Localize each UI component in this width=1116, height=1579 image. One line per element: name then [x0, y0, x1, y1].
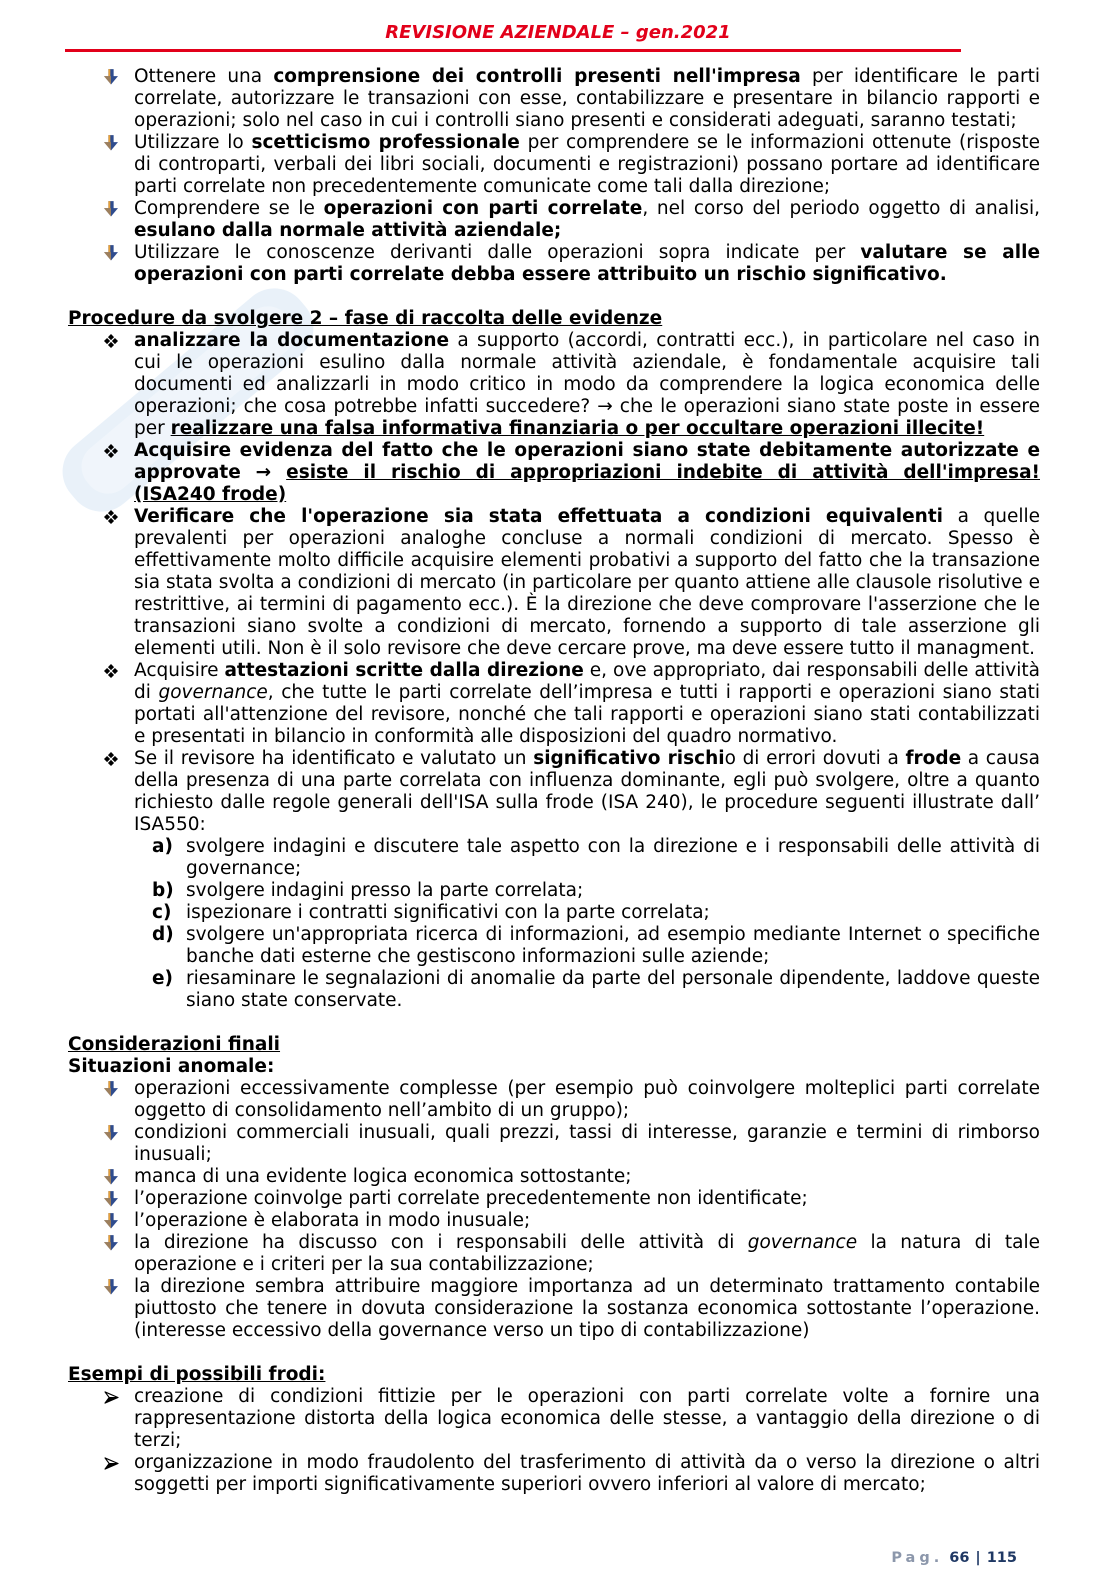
bold-text-run: analizzare la documentazione — [134, 330, 450, 351]
step-marker: e) — [152, 968, 174, 989]
bold-text-run: frode — [905, 748, 962, 769]
page-content — [68, 66, 1040, 1496]
procedure-list — [68, 330, 1040, 1012]
objectives-list — [68, 66, 1040, 286]
text-run: creazione di condizioni fittizie per le operazioni con parti correlate volte a fornire una rappresentazione distorta della logica economica delle stesse, a vantaggio della direzione o di terzi; — [134, 1386, 1040, 1451]
diamond-bullet-icon — [104, 664, 118, 678]
down-arrow-icon — [104, 1125, 118, 1141]
list-item — [134, 440, 1040, 506]
down-arrow-icon — [104, 1213, 118, 1229]
step-marker: a) — [152, 836, 173, 857]
down-arrow-icon — [104, 1169, 118, 1185]
text-run: operazioni eccessivamente complesse (per esempio può coinvolgere molteplici parti correlate oggetto di consolidamento nell’ambito di un gruppo); — [134, 1078, 1040, 1121]
text-run: la natura di tale operazione e i criteri per la sua contabilizzazione; — [134, 1232, 1040, 1275]
down-arrow-icon — [104, 69, 118, 85]
step-item — [152, 902, 1040, 924]
step-item — [152, 836, 1040, 880]
document-header-title: REVISIONE AZIENDALE – gen.2021 — [385, 22, 731, 43]
bold-text-run: comprensione dei controlli presenti nell'impresa — [273, 66, 801, 87]
list-item — [134, 660, 1040, 748]
bold-text-run: esulano dalla normale attività aziendale; — [134, 220, 562, 241]
header-divider — [65, 49, 961, 52]
anomalous-situations-subheading: Situazioni anomale: — [68, 1056, 275, 1077]
page-label: Pag. — [891, 1550, 944, 1566]
text-run: o di errori dovuti a — [724, 748, 906, 769]
page-separator: | — [975, 1550, 981, 1566]
bold-text-run: Acquisire evidenza del fatto che le operazioni siano state debitamente autorizzate e approvate → — [134, 440, 1040, 483]
bold-underlined-text-run: esiste il rischio di appropriazioni indebite di attività dell'impresa! (ISA240 frode) — [134, 462, 1040, 505]
anomalies-list — [68, 1078, 1040, 1342]
list-item — [134, 1386, 1040, 1452]
bold-text-run: Verificare che l'operazione sia stata effettuata a condizioni equivalenti — [134, 506, 944, 527]
down-arrow-icon — [104, 135, 118, 151]
step-item — [152, 968, 1040, 1012]
step-text: svolgere un'appropriata ricerca di informazioni, ad esempio mediante Internet o specifiche banche dati esterne che gestiscono informazioni sulle aziende; — [186, 924, 1040, 967]
list-item — [134, 132, 1040, 198]
text-run: Utilizzare le conoscenze derivanti dalle operazioni sopra indicate per — [134, 242, 861, 263]
bold-text-run: significativo rischi — [533, 748, 725, 769]
step-text: svolgere indagini presso la parte correlata; — [186, 880, 584, 901]
text-run: per comprendere se le informazioni ottenute (risposte di controparti, verbali dei libri sociali, documenti e registrazioni) possano portare ad identificare parti correlate non precedentemente comunicate come tali dalla direzione; — [134, 132, 1040, 197]
text-run: a supporto (accordi, contratti ecc.), in particolare nel caso in cui le operazioni esulino dalla normale attività aziendale, è fondamentale acquisire tali documenti ed analizzarli in modo critico in modo da comprendere la logica economica delle operazioni; che cosa potrebbe infatti succedere? → che le operazioni siano state poste in essere per — [134, 330, 1040, 439]
text-run: manca di una evidente logica economica sottostante; — [134, 1166, 632, 1187]
step-marker: c) — [152, 902, 172, 923]
page-number: 66 — [949, 1550, 970, 1566]
text-run: , nel corso del periodo oggetto di analisi, — [642, 198, 1041, 219]
down-arrow-icon — [104, 201, 118, 217]
text-run: la direzione sembra attribuire maggiore importanza ad un determinato trattamento contabile piuttosto che tenere in dovuta considerazione la sostanza economica sottostante l’operazione. (interesse eccessivo della governance verso un tipo di contabilizzazione) — [134, 1276, 1040, 1341]
step-marker: b) — [152, 880, 174, 901]
text-run: a quelle prevalenti per operazioni analoghe concluse a normali condizioni di mercato. Spesso è effettivamente molto difficile acquisire elementi probativi a supporto del fatto che la transazione sia stata svolta a condizioni di mercato (in particolare per quanto attiene alle clausole risolutive e restrittive, ai termini di pagamento ecc.). È la direzione che deve comprovare l'asserzione che le transazioni siano svolte a condizioni di mercato, fornendo a supporto di tale asserzione gli elementi utili. Non è il solo revisore che deve cercare prove, ma deve essere tutto il managment. — [134, 506, 1040, 659]
spacer — [68, 286, 1040, 308]
text-run: per identificare le parti correlate, autorizzare le transazioni con esse, contabilizzare e presentare in bilancio rapporti e operazioni; solo nel caso in cui i controlli siano presenti e considerati adeguati, saranno testati; — [134, 66, 1041, 131]
down-arrow-icon — [104, 1279, 118, 1295]
text-run: , che tutte le parti correlate dell’impresa e tutti i rapporti e operazioni siano stati portati all'attenzione del revisore, nonché che tali rapporti e operazioni siano stati contabilizzati e presentati in bilancio in conformità alle disposizioni del quadro normativo. — [134, 682, 1040, 747]
step-item — [152, 880, 1040, 902]
text-run: l’operazione coinvolge parti correlate precedentemente non identificate; — [134, 1188, 808, 1209]
fraud-examples-heading: Esempi di possibili frodi: — [68, 1364, 326, 1385]
list-item — [134, 242, 1040, 286]
diamond-bullet-icon — [104, 510, 118, 524]
text-run: la direzione ha discusso con i responsabili delle attività di — [134, 1232, 748, 1253]
page-footer — [891, 1547, 1017, 1569]
bold-text-run: valutare se alle operazioni con parti correlate debba essere attribuito un rischio significativo. — [134, 242, 1040, 285]
spacer — [68, 1012, 1040, 1034]
arrowhead-bullet-icon — [104, 1457, 119, 1470]
step-marker: d) — [152, 924, 174, 945]
text-run: Se il revisore ha identificato e valutato un — [134, 748, 534, 769]
diamond-bullet-icon — [104, 752, 118, 766]
diamond-bullet-icon — [104, 444, 118, 458]
text-run: l’operazione è elaborata in modo inusuale; — [134, 1210, 531, 1231]
text-run: organizzazione in modo fraudolento del trasferimento di attività da o verso la direzione o altri soggetti per importi significativamente superiori ovvero inferiori al valore di mercato; — [134, 1452, 1040, 1495]
list-item — [134, 1122, 1040, 1166]
text-run: condizioni commerciali inusuali, quali prezzi, tassi di interesse, garanzie e termini di rimborso inusuali; — [134, 1122, 1040, 1165]
italic-text-run: governance — [158, 682, 268, 703]
procedure-heading: Procedure da svolgere 2 – fase di raccolta delle evidenze — [68, 308, 663, 329]
list-item — [134, 1166, 1040, 1188]
text-run: e, ove appropriato, dai responsabili delle attività di — [134, 660, 1040, 703]
step-text: ispezionare i contratti significativi con la parte correlata; — [186, 902, 710, 923]
isa550-procedure-steps — [134, 836, 1040, 1012]
list-item — [134, 748, 1040, 1012]
italic-text-run: governance — [747, 1232, 858, 1253]
down-arrow-icon — [104, 1191, 118, 1207]
list-item — [134, 1078, 1040, 1122]
text-run: Acquisire — [134, 660, 225, 681]
final-considerations-heading: Considerazioni finali — [68, 1034, 281, 1055]
list-item — [134, 1210, 1040, 1232]
down-arrow-icon — [104, 1235, 118, 1251]
fraud-examples-list — [68, 1386, 1040, 1496]
step-item — [152, 924, 1040, 968]
list-item — [134, 506, 1040, 660]
step-text: riesaminare le segnalazioni di anomalie da parte del personale dipendente, laddove queste siano state conservate. — [186, 968, 1040, 1011]
list-item — [134, 66, 1040, 132]
list-item — [134, 1276, 1040, 1342]
text-run: Ottenere una — [134, 66, 274, 87]
step-text: svolgere indagini e discutere tale aspetto con la direzione e i responsabili delle attività di governance; — [186, 836, 1040, 879]
bold-text-run: operazioni con parti correlate — [323, 198, 643, 219]
list-item — [134, 1188, 1040, 1210]
text-run: Utilizzare lo — [134, 132, 252, 153]
text-run: Comprendere se le — [134, 198, 324, 219]
bold-text-run: scetticismo professionale — [251, 132, 520, 153]
spacer — [68, 1342, 1040, 1364]
total-pages: 115 — [986, 1550, 1017, 1566]
arrowhead-bullet-icon — [104, 1391, 119, 1404]
down-arrow-icon — [104, 245, 118, 261]
list-item — [134, 330, 1040, 440]
list-item — [134, 198, 1040, 242]
bold-underlined-text-run: realizzare una falsa informativa finanziaria o per occultare operazioni illecite! — [170, 418, 985, 439]
list-item — [134, 1452, 1040, 1496]
diamond-bullet-icon — [104, 334, 118, 348]
bold-text-run: attestazioni scritte dalla direzione — [224, 660, 584, 681]
down-arrow-icon — [104, 1081, 118, 1097]
list-item — [134, 1232, 1040, 1276]
text-run: a causa della presenza di una parte correlata con influenza dominante, egli può svolgere, oltre a quanto richiesto dalle regole generali dell'ISA sulla frode (ISA 240), le procedure seguenti illustrate dall’ ISA550: — [134, 748, 1040, 835]
